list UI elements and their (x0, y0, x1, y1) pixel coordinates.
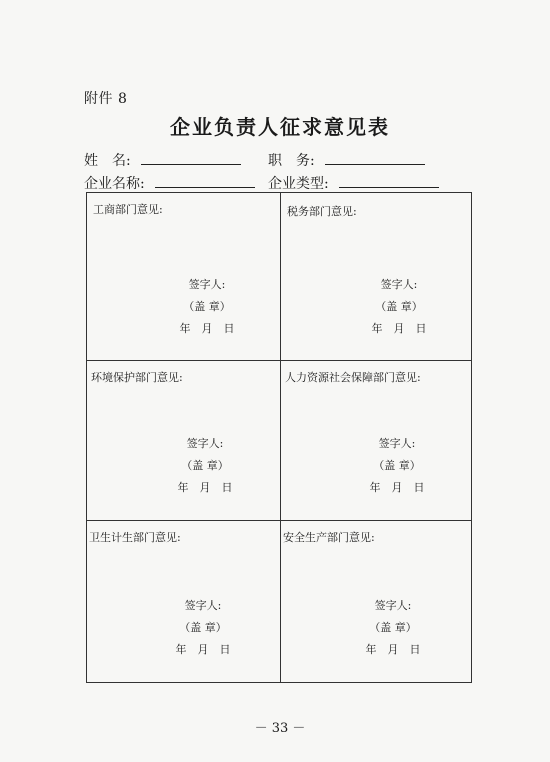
section-title-tax: 税务部门意见: (287, 205, 357, 218)
table-divider (87, 520, 471, 521)
section-title-hr: 人力资源社会保障部门意见: (285, 371, 421, 384)
opinion-table (86, 192, 472, 683)
table-divider (280, 193, 281, 682)
position-field (268, 150, 425, 170)
signature-block (153, 595, 253, 661)
signature-block (157, 274, 257, 340)
signer-label: 签字人: (380, 278, 418, 291)
name-field (84, 150, 241, 170)
seal-label: （盖 章） (183, 300, 231, 313)
seal-label: （盖 章） (179, 621, 227, 634)
date-label: 年 月 日 (369, 481, 425, 494)
attachment-label: 附件 8 (84, 91, 128, 107)
company-type-label: 企业类型: (268, 176, 329, 192)
position-line (325, 152, 425, 165)
date-label: 年 月 日 (371, 322, 427, 335)
seal-label: （盖 章） (369, 621, 417, 634)
name-label: 姓 名: (84, 153, 131, 169)
seal-label: （盖 章） (373, 459, 421, 472)
company-type-line (339, 175, 439, 188)
page-title: 企业负责人征求意见表 (170, 115, 390, 139)
company-type-field (268, 173, 439, 193)
company-name-field (84, 173, 255, 193)
name-line (141, 152, 241, 165)
signature-block (349, 274, 449, 340)
section-title-health: 卫生计生部门意见: (89, 531, 181, 544)
section-title-business: 工商部门意见: (93, 203, 163, 216)
signature-block (347, 433, 447, 499)
company-name-label: 企业名称: (84, 176, 145, 192)
date-label: 年 月 日 (175, 643, 231, 656)
position-label: 职 务: (268, 153, 315, 169)
table-divider (87, 360, 471, 361)
company-name-line (155, 175, 255, 188)
date-label: 年 月 日 (177, 481, 233, 494)
page-number: － 33 － (254, 721, 306, 736)
signer-label: 签字人: (374, 599, 412, 612)
signature-block (343, 595, 443, 661)
section-title-environment: 环境保护部门意见: (91, 371, 183, 384)
section-title-safety: 安全生产部门意见: (283, 531, 375, 544)
signature-block (155, 433, 255, 499)
date-label: 年 月 日 (179, 322, 235, 335)
signer-label: 签字人: (188, 278, 226, 291)
date-label: 年 月 日 (365, 643, 421, 656)
seal-label: （盖 章） (375, 300, 423, 313)
signer-label: 签字人: (186, 437, 224, 450)
seal-label: （盖 章） (181, 459, 229, 472)
signer-label: 签字人: (184, 599, 222, 612)
signer-label: 签字人: (378, 437, 416, 450)
